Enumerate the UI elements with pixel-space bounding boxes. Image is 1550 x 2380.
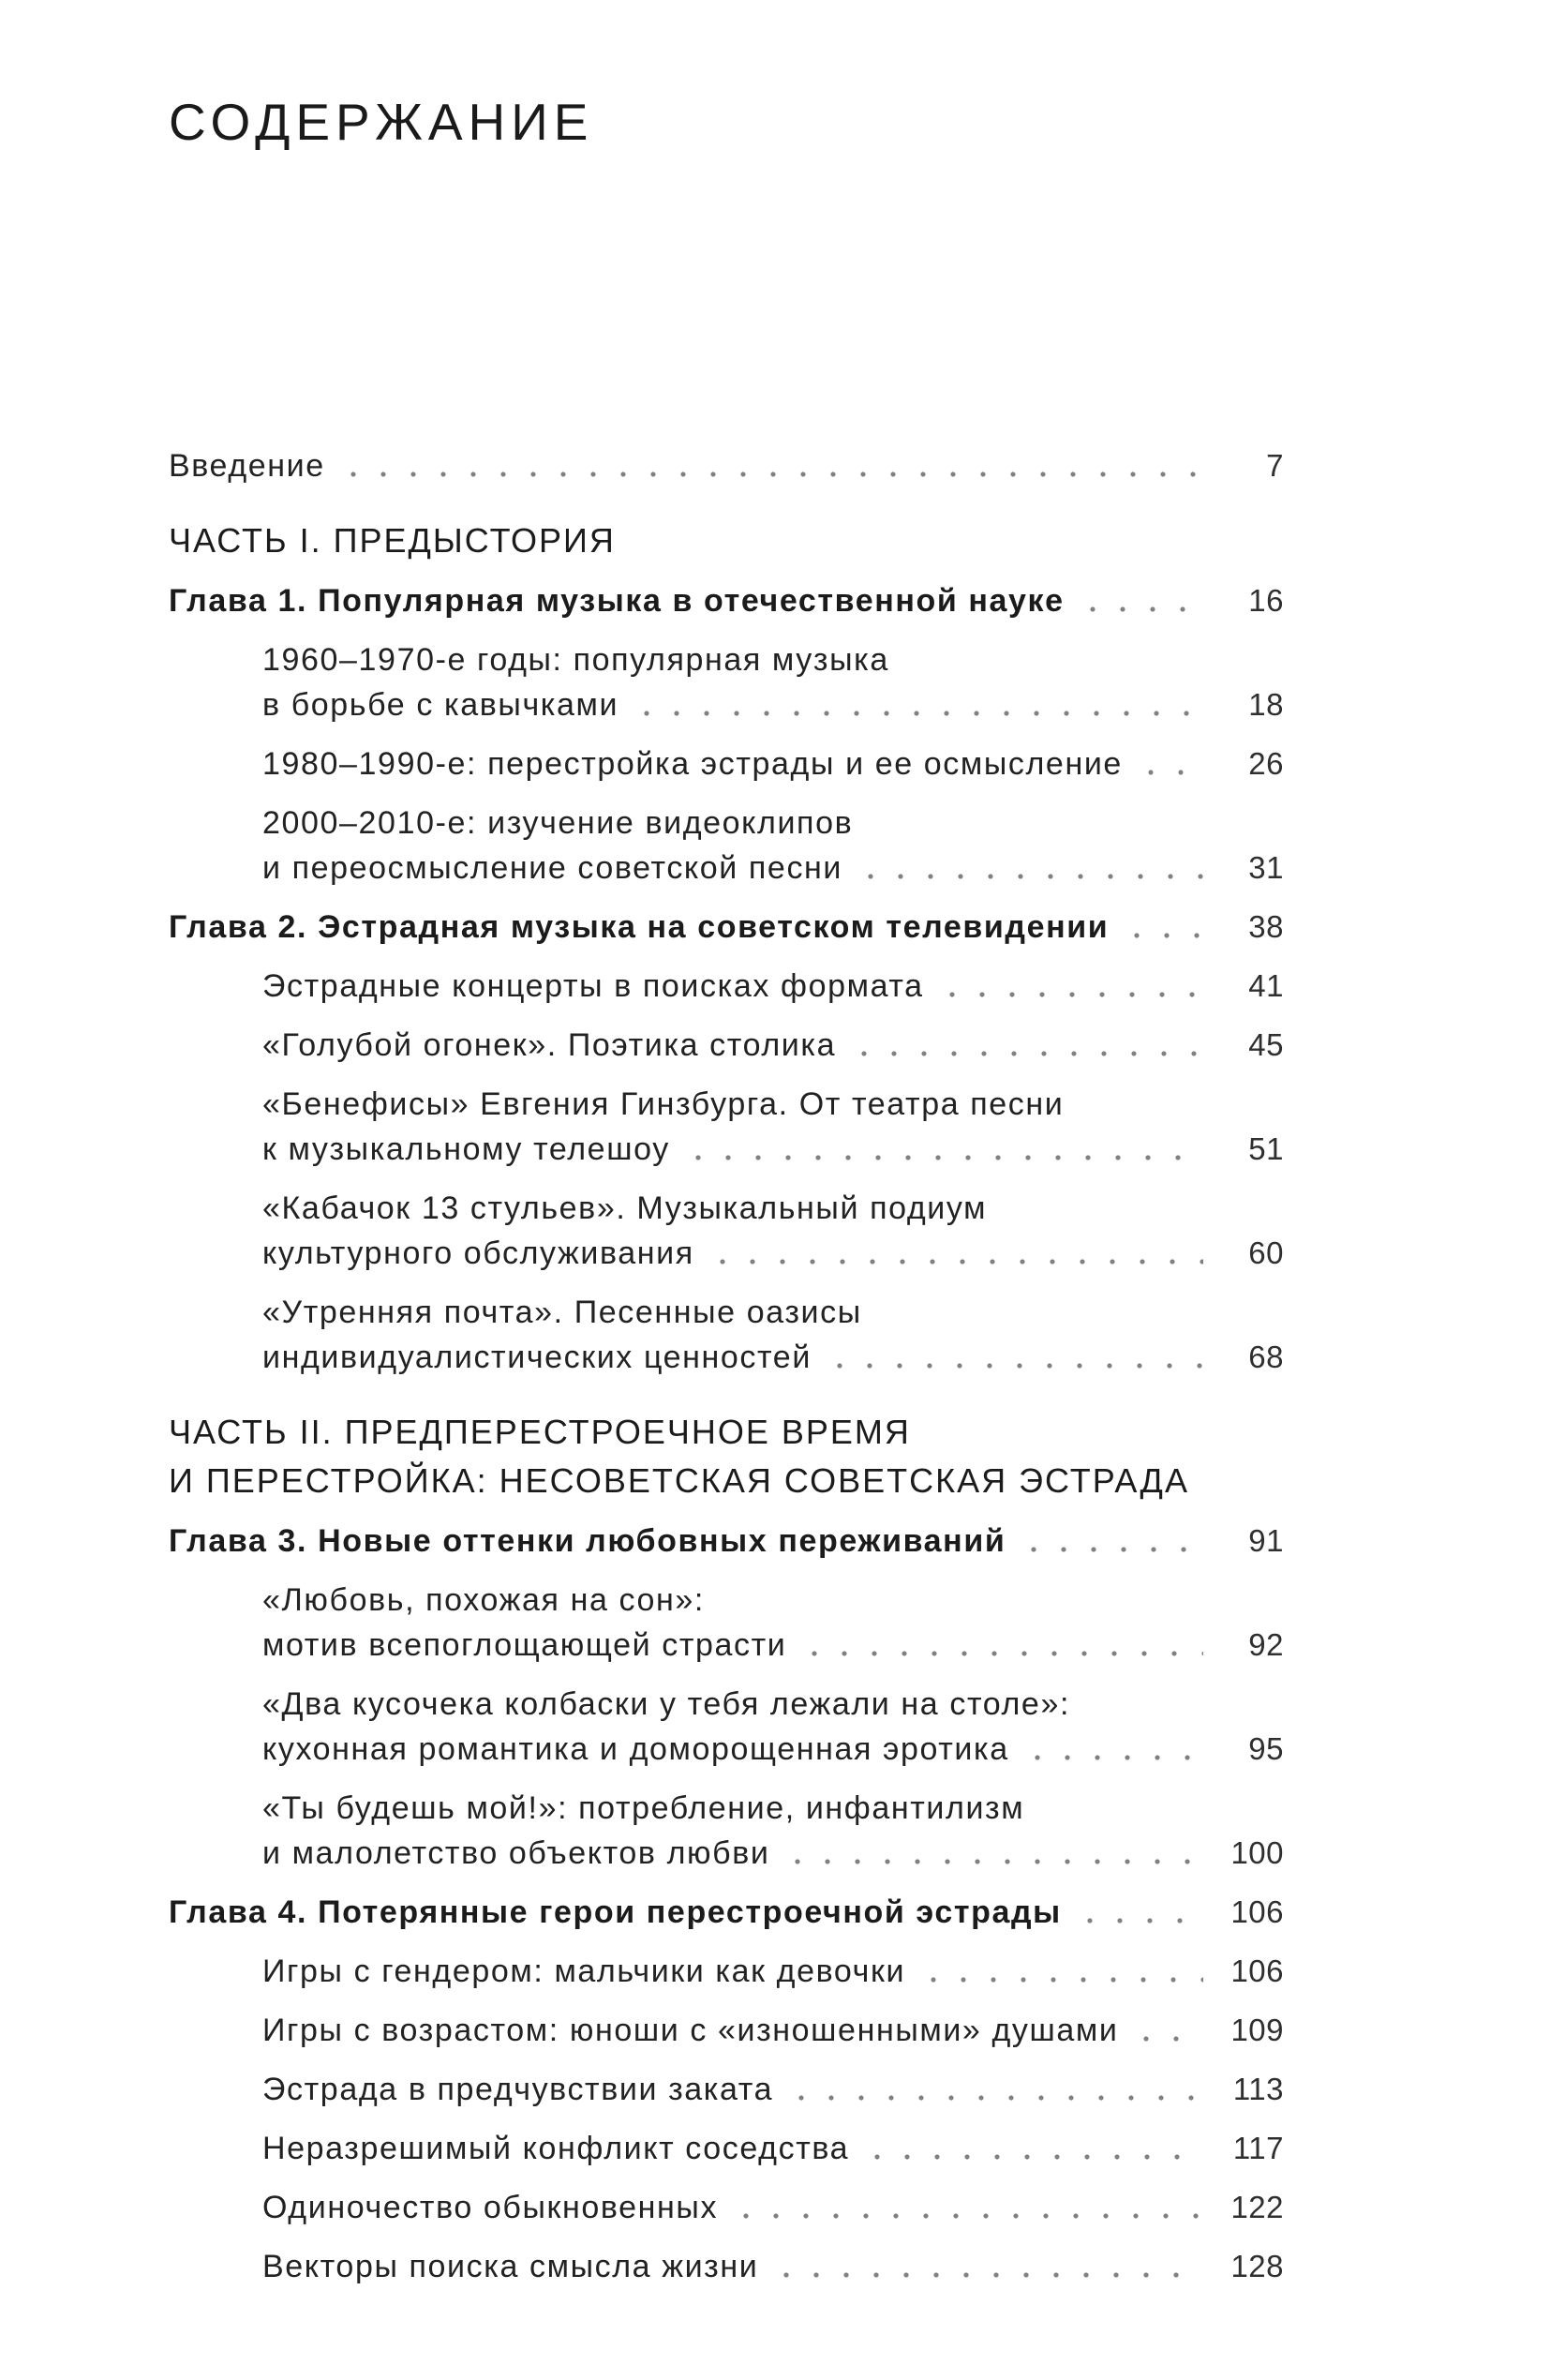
toc-entry-row <box>262 2126 1284 2171</box>
page-number: 100 <box>1230 1834 1284 1870</box>
toc-entry-sub <box>169 801 1284 891</box>
toc-entry-row <box>262 1949 1284 1994</box>
toc-entry-text: «Кабачок 13 стульев». Музыкальный подиум <box>262 1190 988 1226</box>
dot-leader <box>1009 1727 1213 1772</box>
page-number: 113 <box>1232 2071 1284 2106</box>
toc-entry-row <box>169 578 1284 623</box>
toc-entry-chapter <box>169 1890 1284 1935</box>
toc-entry-row <box>262 682 1284 727</box>
toc-entry-part <box>169 1408 1284 1505</box>
toc-entry-text: Глава 1. Популярная музыка в отечественной науке <box>169 582 1065 619</box>
toc-entry-row <box>169 1890 1284 1935</box>
toc-entry-row <box>262 1335 1284 1380</box>
toc-entry-chapter <box>169 905 1284 950</box>
dot-leader <box>812 1335 1213 1380</box>
toc-entry-text: мотив всепоглощающей страсти <box>262 1626 787 1663</box>
toc-entry-sub <box>169 1786 1284 1876</box>
toc-entry-sub <box>169 1082 1284 1172</box>
page-number: 18 <box>1248 686 1284 722</box>
dot-leader <box>718 2185 1213 2230</box>
page-number: 109 <box>1230 2012 1284 2047</box>
toc-entry-text: Эстрада в предчувствии заката <box>262 2071 774 2107</box>
toc-entry-text: Одиночество обыкновенных <box>262 2189 719 2225</box>
toc-entry-row <box>169 1519 1284 1564</box>
toc-entry-text: 1980–1990-е: перестройка эстрады и ее осмысление <box>262 745 1123 782</box>
toc-entry-sub <box>169 1578 1284 1668</box>
toc-entry-text: Игры с гендером: мальчики как девочки <box>262 1953 906 1989</box>
toc-entry-text: «Ты будешь мой!»: потребление, инфантилизм <box>262 1789 1025 1826</box>
toc-entry-sub <box>169 1682 1284 1772</box>
toc-entry-text: Введение <box>169 447 325 484</box>
dot-leader <box>1123 741 1213 786</box>
dot-leader <box>1065 578 1213 623</box>
page-number: 7 <box>1266 447 1284 483</box>
dot-leader <box>769 1831 1213 1876</box>
toc-entry-text: индивидуалистических ценностей <box>262 1339 812 1375</box>
toc-entry-row <box>262 1023 1284 1068</box>
page-number: 51 <box>1248 1130 1284 1166</box>
toc-entry-sub <box>169 1290 1284 1380</box>
toc-entry-sub <box>169 2008 1284 2053</box>
toc-entry-row <box>262 964 1284 1009</box>
page-number: 38 <box>1248 908 1284 944</box>
dot-leader <box>670 1127 1213 1172</box>
toc-entry-sub <box>169 2067 1284 2112</box>
dot-leader <box>842 846 1213 891</box>
toc-entry-row <box>262 2244 1284 2289</box>
toc-entry-chapter <box>169 1519 1284 1564</box>
toc-entry-text: «Два кусочека колбаски у тебя лежали на столе»: <box>262 1685 1070 1722</box>
dot-leader <box>773 2067 1213 2112</box>
page-number: 45 <box>1248 1026 1284 1062</box>
toc-entry-text: кухонная романтика и доморощенная эротика <box>262 1730 1009 1767</box>
toc-entry-text: Эстрадные концерты в поисках формата <box>262 967 924 1004</box>
toc-entry-row <box>262 1127 1284 1172</box>
toc-entry-text: 2000–2010-е: изучение видеоклипов <box>262 804 854 841</box>
toc-entry-row <box>262 1623 1284 1668</box>
toc-entry-row <box>262 846 1284 891</box>
toc-entry-row <box>262 2185 1284 2230</box>
dot-leader <box>924 964 1213 1009</box>
page-number: 31 <box>1248 849 1284 885</box>
toc-entry-sub <box>169 2126 1284 2171</box>
toc-entry-row <box>262 2008 1284 2053</box>
page-number: 91 <box>1248 1522 1284 1558</box>
dot-leader <box>1006 1519 1213 1564</box>
toc-entry-text: «Любовь, похожая на сон»: <box>262 1581 705 1618</box>
toc-entry-sub <box>169 741 1284 786</box>
toc-entry-chapter <box>169 578 1284 623</box>
toc-entry-row <box>262 741 1284 786</box>
toc-entry-text: И ПЕРЕСТРОЙКА: НЕСОВЕТСКАЯ СОВЕТСКАЯ ЭСТРАДА <box>169 1460 1189 1500</box>
toc-entry-row <box>169 905 1284 950</box>
dot-leader <box>694 1231 1213 1276</box>
toc-entry-sub <box>169 2185 1284 2230</box>
dot-leader <box>849 2126 1213 2171</box>
page-number: 68 <box>1248 1339 1284 1374</box>
toc-entry-sub <box>169 2244 1284 2289</box>
page-number: 128 <box>1230 2248 1284 2283</box>
toc-entry-row <box>262 1231 1284 1276</box>
page-number: 106 <box>1230 1894 1284 1929</box>
toc-entry-sub <box>169 1186 1284 1276</box>
toc-entry-row <box>262 1831 1284 1876</box>
toc-entry-row <box>169 443 1284 488</box>
toc-entry-text: Неразрешимый конфликт соседства <box>262 2130 850 2166</box>
toc-entry-text: и малолетство объектов любви <box>262 1834 770 1871</box>
page-number: 92 <box>1248 1626 1284 1662</box>
toc-entry-text: и переосмысление советской песни <box>262 849 843 886</box>
toc-entry-text: Глава 4. Потерянные герои перестроечной эстрады <box>169 1894 1062 1930</box>
toc-entry-text: ЧАСТЬ I. ПРЕДЫСТОРИЯ <box>169 520 616 560</box>
toc-entry-sub <box>169 1949 1284 1994</box>
page-number: 117 <box>1232 2130 1284 2165</box>
dot-leader <box>1118 2008 1213 2053</box>
page-number: 122 <box>1230 2189 1284 2224</box>
page-number: 41 <box>1248 967 1284 1003</box>
dot-leader <box>1062 1890 1213 1935</box>
page-title: СОДЕРЖАНИЕ <box>169 93 594 151</box>
toc-entry-text: в борьбе с кавычками <box>262 686 619 723</box>
toc-entry-text: «Бенефисы» Евгения Гинзбурга. От театра песни <box>262 1085 1065 1122</box>
dot-leader <box>836 1023 1213 1068</box>
toc-entry-text: Векторы поиска смысла жизни <box>262 2248 759 2284</box>
page-number: 95 <box>1248 1730 1284 1766</box>
toc-entry-part <box>169 516 1284 565</box>
toc-entry-intro <box>169 443 1284 488</box>
page-number: 106 <box>1230 1953 1284 1988</box>
toc-entry-sub <box>169 1023 1284 1068</box>
toc-entry-sub <box>169 637 1284 727</box>
toc-entry-row <box>262 1727 1284 1772</box>
dot-leader <box>758 2244 1213 2289</box>
toc-list <box>169 443 1284 2289</box>
toc-entry-text: к музыкальному телешоу <box>262 1130 670 1167</box>
dot-leader <box>786 1623 1213 1668</box>
toc-entry-text: Игры с возрастом: юноши с «изношенными» душами <box>262 2012 1119 2048</box>
page-number: 60 <box>1248 1235 1284 1270</box>
toc-entry-text: Глава 2. Эстрадная музыка на советском телевидении <box>169 908 1110 945</box>
dot-leader <box>1109 905 1213 950</box>
page-number: 16 <box>1248 582 1284 618</box>
toc-entry-text: «Утренняя почта». Песенные оазисы <box>262 1294 862 1330</box>
toc-entry-row <box>262 2067 1284 2112</box>
toc-entry-text: ЧАСТЬ II. ПРЕДПЕРЕСТРОЕЧНОЕ ВРЕМЯ <box>169 1412 911 1451</box>
toc-entry-text: культурного обслуживания <box>262 1235 694 1271</box>
dot-leader <box>325 443 1213 488</box>
dot-leader <box>905 1949 1213 1994</box>
page-number: 26 <box>1248 745 1284 781</box>
toc-entry-text: 1960–1970-е годы: популярная музыка <box>262 641 889 678</box>
toc-entry-sub <box>169 964 1284 1009</box>
dot-leader <box>619 682 1213 727</box>
toc-entry-text: «Голубой огонек». Поэтика столика <box>262 1026 837 1063</box>
toc-entry-text: Глава 3. Новые оттенки любовных переживаний <box>169 1522 1006 1559</box>
